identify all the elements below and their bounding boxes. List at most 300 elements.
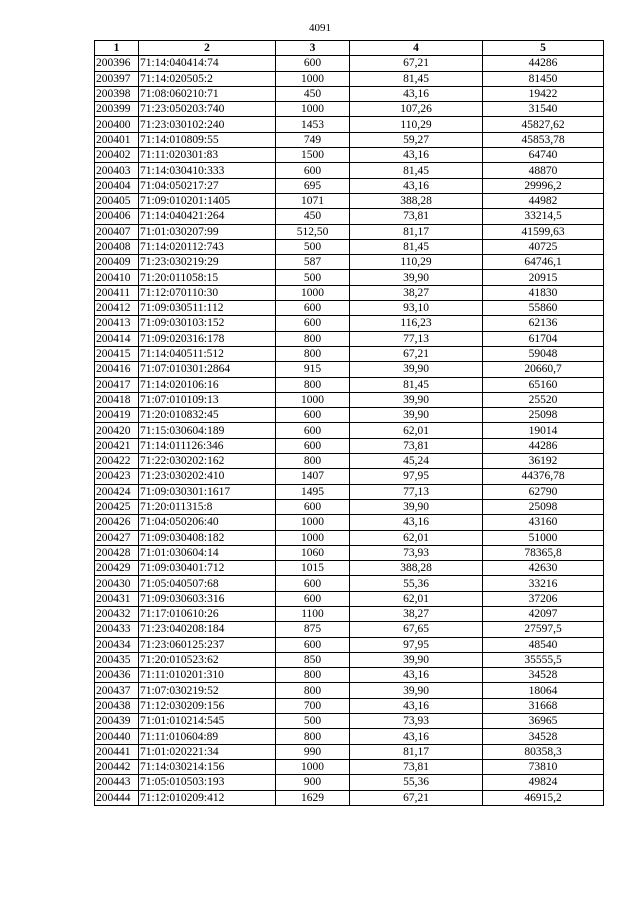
value-cell: 44982 [483, 193, 604, 208]
area-cell: 800 [276, 683, 350, 698]
area-cell: 450 [276, 209, 350, 224]
price-cell: 67,65 [350, 622, 483, 637]
table-row [95, 255, 604, 270]
price-cell: 93,10 [350, 301, 483, 316]
price-cell: 43,16 [350, 668, 483, 683]
area-cell: 600 [276, 499, 350, 514]
table-row [95, 576, 604, 591]
value-cell: 48870 [483, 163, 604, 178]
value-cell: 59048 [483, 346, 604, 361]
area-cell: 1100 [276, 606, 350, 621]
cadastral-number-cell: 71:09:010201:1405 [139, 193, 276, 208]
price-cell: 59,27 [350, 132, 483, 147]
value-cell: 31540 [483, 102, 604, 117]
value-cell: 20915 [483, 270, 604, 285]
table-row [95, 683, 604, 698]
row-id-cell: 200407 [95, 224, 139, 239]
cadastral-number-cell: 71:14:020505:2 [139, 71, 276, 86]
row-id-cell: 200416 [95, 362, 139, 377]
value-cell: 36965 [483, 714, 604, 729]
price-cell: 55,36 [350, 775, 483, 790]
cadastral-number-cell: 71:11:010604:89 [139, 729, 276, 744]
area-cell: 990 [276, 744, 350, 759]
cadastral-number-cell: 71:14:040511:512 [139, 346, 276, 361]
price-cell: 110,29 [350, 255, 483, 270]
row-id-cell: 200396 [95, 56, 139, 71]
table-row [95, 729, 604, 744]
row-id-cell: 200425 [95, 499, 139, 514]
table-row [95, 178, 604, 193]
area-cell: 800 [276, 331, 350, 346]
cadastral-number-cell: 71:20:010523:62 [139, 652, 276, 667]
cadastral-number-cell: 71:01:030604:14 [139, 545, 276, 560]
cadastral-number-cell: 71:01:020221:34 [139, 744, 276, 759]
area-cell: 600 [276, 301, 350, 316]
price-cell: 39,90 [350, 683, 483, 698]
table-row [95, 209, 604, 224]
table-row [95, 423, 604, 438]
price-cell: 73,93 [350, 545, 483, 560]
row-id-cell: 200429 [95, 561, 139, 576]
row-id-cell: 200399 [95, 102, 139, 117]
value-cell: 62790 [483, 484, 604, 499]
area-cell: 1000 [276, 102, 350, 117]
table-row [95, 744, 604, 759]
value-cell: 27597,5 [483, 622, 604, 637]
table-row [95, 56, 604, 71]
value-cell: 61704 [483, 331, 604, 346]
cadastral-number-cell: 71:09:030301:1617 [139, 484, 276, 499]
price-cell: 39,90 [350, 392, 483, 407]
row-id-cell: 200420 [95, 423, 139, 438]
value-cell: 51000 [483, 530, 604, 545]
cadastral-number-cell: 71:05:010503:193 [139, 775, 276, 790]
area-cell: 875 [276, 622, 350, 637]
table-row [95, 71, 604, 86]
cadastral-number-cell: 71:07:010301:2864 [139, 362, 276, 377]
table-row [95, 591, 604, 606]
value-cell: 45827,62 [483, 117, 604, 132]
row-id-cell: 200423 [95, 469, 139, 484]
value-cell: 42097 [483, 606, 604, 621]
table-row [95, 86, 604, 101]
value-cell: 37206 [483, 591, 604, 606]
value-cell: 35555,5 [483, 652, 604, 667]
table-row [95, 545, 604, 560]
value-cell: 25098 [483, 499, 604, 514]
table-row [95, 698, 604, 713]
value-cell: 80358,3 [483, 744, 604, 759]
row-id-cell: 200430 [95, 576, 139, 591]
price-cell: 39,90 [350, 270, 483, 285]
price-cell: 55,36 [350, 576, 483, 591]
area-cell: 600 [276, 56, 350, 71]
table-row [95, 285, 604, 300]
area-cell: 700 [276, 698, 350, 713]
value-cell: 40725 [483, 239, 604, 254]
row-id-cell: 200427 [95, 530, 139, 545]
table-row [95, 224, 604, 239]
cadastral-number-cell: 71:09:030401:712 [139, 561, 276, 576]
area-cell: 1629 [276, 790, 350, 805]
cadastral-number-cell: 71:12:030209:156 [139, 698, 276, 713]
area-cell: 1015 [276, 561, 350, 576]
column-header-3: 3 [276, 41, 350, 56]
row-id-cell: 200439 [95, 714, 139, 729]
cadastral-number-cell: 71:07:030219:52 [139, 683, 276, 698]
price-cell: 73,81 [350, 759, 483, 774]
price-cell: 67,21 [350, 346, 483, 361]
area-cell: 1500 [276, 148, 350, 163]
price-cell: 116,23 [350, 316, 483, 331]
cadastral-number-cell: 71:14:030410:333 [139, 163, 276, 178]
cadastral-number-cell: 71:11:010201:310 [139, 668, 276, 683]
value-cell: 33214,5 [483, 209, 604, 224]
row-id-cell: 200432 [95, 606, 139, 621]
value-cell: 25098 [483, 408, 604, 423]
area-cell: 500 [276, 239, 350, 254]
cadastral-number-cell: 71:14:030214:156 [139, 759, 276, 774]
area-cell: 587 [276, 255, 350, 270]
area-cell: 500 [276, 714, 350, 729]
area-cell: 1071 [276, 193, 350, 208]
price-cell: 97,95 [350, 637, 483, 652]
table-row [95, 606, 604, 621]
area-cell: 1000 [276, 392, 350, 407]
row-id-cell: 200444 [95, 790, 139, 805]
cadastral-number-cell: 71:14:020112:743 [139, 239, 276, 254]
row-id-cell: 200440 [95, 729, 139, 744]
value-cell: 20660,7 [483, 362, 604, 377]
table-row [95, 316, 604, 331]
area-cell: 1000 [276, 515, 350, 530]
value-cell: 29996,2 [483, 178, 604, 193]
price-cell: 110,29 [350, 117, 483, 132]
cadastral-number-cell: 71:17:010610:26 [139, 606, 276, 621]
price-cell: 388,28 [350, 561, 483, 576]
value-cell: 19014 [483, 423, 604, 438]
cadastral-number-cell: 71:12:070110:30 [139, 285, 276, 300]
table-row [95, 392, 604, 407]
area-cell: 1453 [276, 117, 350, 132]
area-cell: 600 [276, 163, 350, 178]
value-cell: 65160 [483, 377, 604, 392]
price-cell: 73,93 [350, 714, 483, 729]
value-cell: 48540 [483, 637, 604, 652]
cadastral-number-cell: 71:15:030604:189 [139, 423, 276, 438]
price-cell: 38,27 [350, 285, 483, 300]
row-id-cell: 200401 [95, 132, 139, 147]
row-id-cell: 200431 [95, 591, 139, 606]
area-cell: 800 [276, 668, 350, 683]
row-id-cell: 200412 [95, 301, 139, 316]
cadastral-number-cell: 71:04:050217:27 [139, 178, 276, 193]
table-body [95, 56, 604, 806]
price-cell: 43,16 [350, 148, 483, 163]
value-cell: 49824 [483, 775, 604, 790]
value-cell: 19422 [483, 86, 604, 101]
value-cell: 34528 [483, 668, 604, 683]
value-cell: 64746,1 [483, 255, 604, 270]
row-id-cell: 200428 [95, 545, 139, 560]
value-cell: 64740 [483, 148, 604, 163]
price-cell: 62,01 [350, 530, 483, 545]
area-cell: 600 [276, 591, 350, 606]
value-cell: 44376,78 [483, 469, 604, 484]
cadastral-number-cell: 71:20:011058:15 [139, 270, 276, 285]
cadastral-number-cell: 71:11:020301:83 [139, 148, 276, 163]
price-cell: 43,16 [350, 515, 483, 530]
row-id-cell: 200436 [95, 668, 139, 683]
value-cell: 43160 [483, 515, 604, 530]
table-row [95, 454, 604, 469]
table-row [95, 239, 604, 254]
value-cell: 18064 [483, 683, 604, 698]
cadastral-number-cell: 71:09:030511:112 [139, 301, 276, 316]
price-cell: 43,16 [350, 86, 483, 101]
price-cell: 97,95 [350, 469, 483, 484]
column-header-1: 1 [95, 41, 139, 56]
value-cell: 44286 [483, 438, 604, 453]
price-cell: 43,16 [350, 178, 483, 193]
row-id-cell: 200406 [95, 209, 139, 224]
table-row [95, 637, 604, 652]
price-cell: 81,17 [350, 224, 483, 239]
row-id-cell: 200415 [95, 346, 139, 361]
table-row [95, 714, 604, 729]
cadastral-number-cell: 71:23:030202:410 [139, 469, 276, 484]
price-cell: 39,90 [350, 408, 483, 423]
value-cell: 81450 [483, 71, 604, 86]
value-cell: 42630 [483, 561, 604, 576]
area-cell: 450 [276, 86, 350, 101]
price-cell: 73,81 [350, 438, 483, 453]
cadastral-number-cell: 71:20:011315:8 [139, 499, 276, 514]
row-id-cell: 200421 [95, 438, 139, 453]
price-cell: 39,90 [350, 652, 483, 667]
table-row [95, 148, 604, 163]
area-cell: 600 [276, 316, 350, 331]
table-row [95, 561, 604, 576]
area-cell: 695 [276, 178, 350, 193]
price-cell: 43,16 [350, 729, 483, 744]
area-cell: 600 [276, 637, 350, 652]
table-row [95, 469, 604, 484]
area-cell: 749 [276, 132, 350, 147]
page-number: 4091 [309, 22, 331, 34]
row-id-cell: 200414 [95, 331, 139, 346]
table-row [95, 408, 604, 423]
row-id-cell: 200434 [95, 637, 139, 652]
table-row [95, 668, 604, 683]
row-id-cell: 200400 [95, 117, 139, 132]
area-cell: 800 [276, 377, 350, 392]
value-cell: 34528 [483, 729, 604, 744]
table-row [95, 132, 604, 147]
area-cell: 600 [276, 576, 350, 591]
price-cell: 388,28 [350, 193, 483, 208]
value-cell: 41830 [483, 285, 604, 300]
area-cell: 500 [276, 270, 350, 285]
price-cell: 38,27 [350, 606, 483, 621]
row-id-cell: 200433 [95, 622, 139, 637]
table-row [95, 775, 604, 790]
area-cell: 1407 [276, 469, 350, 484]
cadastral-number-cell: 71:14:011126:346 [139, 438, 276, 453]
price-cell: 81,45 [350, 239, 483, 254]
price-cell: 67,21 [350, 790, 483, 805]
price-cell: 77,13 [350, 331, 483, 346]
row-id-cell: 200404 [95, 178, 139, 193]
area-cell: 915 [276, 362, 350, 377]
area-cell: 900 [276, 775, 350, 790]
price-cell: 62,01 [350, 591, 483, 606]
row-id-cell: 200402 [95, 148, 139, 163]
cadastral-number-cell: 71:09:020316:178 [139, 331, 276, 346]
row-id-cell: 200409 [95, 255, 139, 270]
area-cell: 1000 [276, 71, 350, 86]
table-row [95, 438, 604, 453]
area-cell: 600 [276, 408, 350, 423]
table-row [95, 346, 604, 361]
table-row [95, 163, 604, 178]
area-cell: 850 [276, 652, 350, 667]
price-cell: 81,45 [350, 163, 483, 178]
area-cell: 800 [276, 729, 350, 744]
cadastral-number-cell: 71:01:010214:545 [139, 714, 276, 729]
row-id-cell: 200424 [95, 484, 139, 499]
row-id-cell: 200435 [95, 652, 139, 667]
table-row [95, 270, 604, 285]
value-cell: 25520 [483, 392, 604, 407]
price-cell: 107,26 [350, 102, 483, 117]
cadastral-number-cell: 71:04:050206:40 [139, 515, 276, 530]
row-id-cell: 200408 [95, 239, 139, 254]
table-row [95, 377, 604, 392]
area-cell: 1000 [276, 759, 350, 774]
row-id-cell: 200397 [95, 71, 139, 86]
column-header-4: 4 [350, 41, 483, 56]
row-id-cell: 200438 [95, 698, 139, 713]
area-cell: 600 [276, 423, 350, 438]
price-cell: 73,81 [350, 209, 483, 224]
cadastral-number-cell: 71:07:010109:13 [139, 392, 276, 407]
table-row [95, 499, 604, 514]
row-id-cell: 200443 [95, 775, 139, 790]
row-id-cell: 200437 [95, 683, 139, 698]
row-id-cell: 200405 [95, 193, 139, 208]
cadastral-number-cell: 71:23:040208:184 [139, 622, 276, 637]
price-cell: 81,45 [350, 377, 483, 392]
column-header-5: 5 [483, 41, 604, 56]
cadastral-number-cell: 71:09:030603:316 [139, 591, 276, 606]
table-row [95, 301, 604, 316]
row-id-cell: 200410 [95, 270, 139, 285]
area-cell: 800 [276, 346, 350, 361]
price-cell: 45,24 [350, 454, 483, 469]
price-cell: 43,16 [350, 698, 483, 713]
price-cell: 67,21 [350, 56, 483, 71]
table-row [95, 362, 604, 377]
price-cell: 39,90 [350, 362, 483, 377]
table-row [95, 515, 604, 530]
value-cell: 46915,2 [483, 790, 604, 805]
table-row [95, 102, 604, 117]
table-row [95, 484, 604, 499]
cadastral-number-cell: 71:23:050203:740 [139, 102, 276, 117]
value-cell: 33216 [483, 576, 604, 591]
table-row [95, 759, 604, 774]
value-cell: 41599,63 [483, 224, 604, 239]
cadastral-number-cell: 71:14:040414:74 [139, 56, 276, 71]
cadastral-number-cell: 71:12:010209:412 [139, 790, 276, 805]
data-table [94, 40, 604, 806]
cadastral-number-cell: 71:08:060210:71 [139, 86, 276, 101]
cadastral-number-cell: 71:09:030103:152 [139, 316, 276, 331]
table-row [95, 790, 604, 805]
area-cell: 1000 [276, 530, 350, 545]
cadastral-number-cell: 71:09:030408:182 [139, 530, 276, 545]
price-cell: 81,45 [350, 71, 483, 86]
value-cell: 62136 [483, 316, 604, 331]
row-id-cell: 200418 [95, 392, 139, 407]
table-header-row [95, 41, 604, 56]
table-row [95, 622, 604, 637]
area-cell: 512,50 [276, 224, 350, 239]
cadastral-number-cell: 71:23:030219:29 [139, 255, 276, 270]
cadastral-number-cell: 71:14:010809:55 [139, 132, 276, 147]
row-id-cell: 200413 [95, 316, 139, 331]
price-cell: 62,01 [350, 423, 483, 438]
price-cell: 39,90 [350, 499, 483, 514]
cadastral-number-cell: 71:20:010832:45 [139, 408, 276, 423]
cadastral-number-cell: 71:01:030207:99 [139, 224, 276, 239]
table-row [95, 652, 604, 667]
row-id-cell: 200442 [95, 759, 139, 774]
row-id-cell: 200398 [95, 86, 139, 101]
cadastral-number-cell: 71:22:030202:162 [139, 454, 276, 469]
value-cell: 78365,8 [483, 545, 604, 560]
row-id-cell: 200417 [95, 377, 139, 392]
cadastral-number-cell: 71:14:040421:264 [139, 209, 276, 224]
area-cell: 600 [276, 438, 350, 453]
table-row [95, 193, 604, 208]
area-cell: 800 [276, 454, 350, 469]
value-cell: 31668 [483, 698, 604, 713]
area-cell: 1060 [276, 545, 350, 560]
area-cell: 1495 [276, 484, 350, 499]
cadastral-number-cell: 71:14:020106:16 [139, 377, 276, 392]
row-id-cell: 200419 [95, 408, 139, 423]
value-cell: 55860 [483, 301, 604, 316]
value-cell: 44286 [483, 56, 604, 71]
column-header-2: 2 [139, 41, 276, 56]
cadastral-number-cell: 71:05:040507:68 [139, 576, 276, 591]
cadastral-number-cell: 71:23:030102:240 [139, 117, 276, 132]
area-cell: 1000 [276, 285, 350, 300]
row-id-cell: 200426 [95, 515, 139, 530]
row-id-cell: 200422 [95, 454, 139, 469]
value-cell: 36192 [483, 454, 604, 469]
table-row [95, 331, 604, 346]
row-id-cell: 200411 [95, 285, 139, 300]
row-id-cell: 200403 [95, 163, 139, 178]
cadastral-number-cell: 71:23:060125:237 [139, 637, 276, 652]
row-id-cell: 200441 [95, 744, 139, 759]
value-cell: 73810 [483, 759, 604, 774]
table-row [95, 117, 604, 132]
table-row [95, 530, 604, 545]
